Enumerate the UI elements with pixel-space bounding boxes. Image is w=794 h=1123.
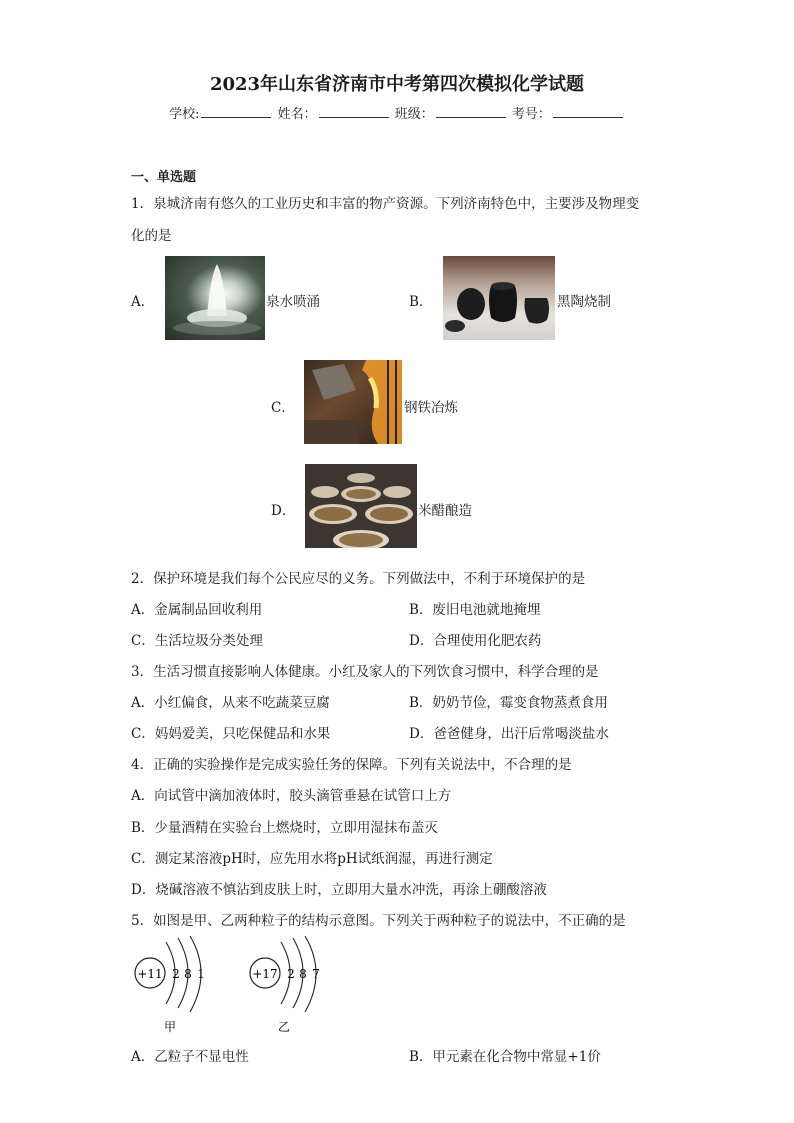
q3-option-c: C．妈妈爱美，只吃保健品和水果: [131, 726, 331, 742]
particle-yi: [250, 936, 320, 1034]
particle-jia-nucleus: +11: [137, 967, 163, 981]
particle-yi-shell-3: 7: [312, 967, 320, 981]
q1-option-a-key: A．: [131, 294, 155, 310]
class-blank[interactable]: [436, 105, 506, 118]
name-label: 姓名：: [277, 107, 317, 122]
q4-option-a: A．向试管中滴加液体时，胶头滴管垂悬在试管口上方: [131, 788, 452, 804]
name-blank[interactable]: [319, 105, 389, 118]
fountain-photo: [165, 256, 265, 340]
particle-jia-shell-1: 2: [172, 967, 180, 981]
particle-structure-diagram: [128, 936, 338, 1036]
particle-yi-nucleus: +17: [252, 967, 278, 981]
q1-option-b-text: 黑陶烧制: [557, 294, 611, 310]
q1-option-d-text: 米醋酿造: [418, 503, 472, 519]
particle-jia-shell-2: 8: [184, 967, 192, 981]
q4-option-c: C．测定某溶液pH时，应先用水将pH试纸润湿，再进行测定: [131, 851, 493, 867]
particle-yi-shell-1: 2: [287, 967, 295, 981]
q1-option-c-text: 钢铁冶炼: [404, 400, 458, 416]
q2-option-c: C．生活垃圾分类处理: [131, 633, 263, 649]
exam-no-blank[interactable]: [553, 105, 623, 118]
q4-option-b: B．少量酒精在实验台上燃烧时，立即用湿抹布盖灭: [131, 820, 438, 836]
q5-stem: 5．如图是甲、乙两种粒子的结构示意图。下列关于两种粒子的说法中，不正确的是: [131, 913, 626, 929]
q1-stem-line2: 化的是: [131, 228, 172, 244]
vinegar-brewing-photo: [305, 464, 417, 548]
class-label: 班级：: [394, 107, 434, 122]
section-heading: 一、单选题: [131, 170, 197, 185]
student-info-line: [0, 103, 794, 122]
school-blank[interactable]: [201, 105, 271, 118]
particle-yi-shell-2: 8: [299, 967, 307, 981]
black-pottery-photo: [443, 256, 555, 340]
q3-stem: 3．生活习惯直接影响人体健康。小红及家人的下列饮食习惯中，科学合理的是: [131, 664, 599, 680]
particle-jia-shell-3: 1: [197, 967, 205, 981]
q2-option-a: A．金属制品回收利用: [131, 602, 263, 618]
q5-option-a: A．乙粒子不显电性: [131, 1049, 249, 1065]
q2-option-d: D．合理使用化肥农药: [409, 633, 542, 649]
q1-stem-line1: 1．泉城济南有悠久的工业历史和丰富的物产资源。下列济南特色中，主要涉及物理变: [131, 196, 640, 212]
q4-stem: 4．正确的实验操作是完成实验任务的保障。下列有关说法中，不合理的是: [131, 757, 572, 773]
particle-jia: [135, 936, 205, 1034]
q2-stem: 2．保护环境是我们每个公民应尽的义务。下列做法中，不利于环境保护的是: [131, 571, 586, 587]
q5-option-b: B．甲元素在化合物中常显+1价: [409, 1049, 601, 1065]
q2-option-b: B．废旧电池就地掩埋: [409, 602, 541, 618]
q3-option-a: A．小红偏食，从来不吃蔬菜豆腐: [131, 695, 330, 711]
q1-option-b-key: B．: [409, 294, 433, 310]
school-label: 学校:: [169, 107, 200, 122]
particle-yi-label: 乙: [277, 1020, 291, 1034]
q1-option-a-text: 泉水喷涌: [266, 294, 320, 310]
page-title: 2023年山东省济南市中考第四次模拟化学试题: [209, 74, 585, 95]
q3-option-d: D．爸爸健身，出汗后常喝淡盐水: [409, 726, 609, 742]
particle-jia-label: 甲: [163, 1020, 177, 1034]
exam-no-label: 考号：: [511, 107, 551, 122]
q1-option-c-key: C．: [271, 400, 295, 416]
q3-option-b: B．奶奶节俭，霉变食物蒸煮食用: [409, 695, 608, 711]
steel-smelting-photo: [304, 360, 402, 444]
q1-option-d-key: D．: [271, 503, 296, 519]
q4-option-d: D．烧碱溶液不慎沾到皮肤上时，立即用大量水冲洗，再涂上硼酸溶液: [131, 882, 547, 898]
